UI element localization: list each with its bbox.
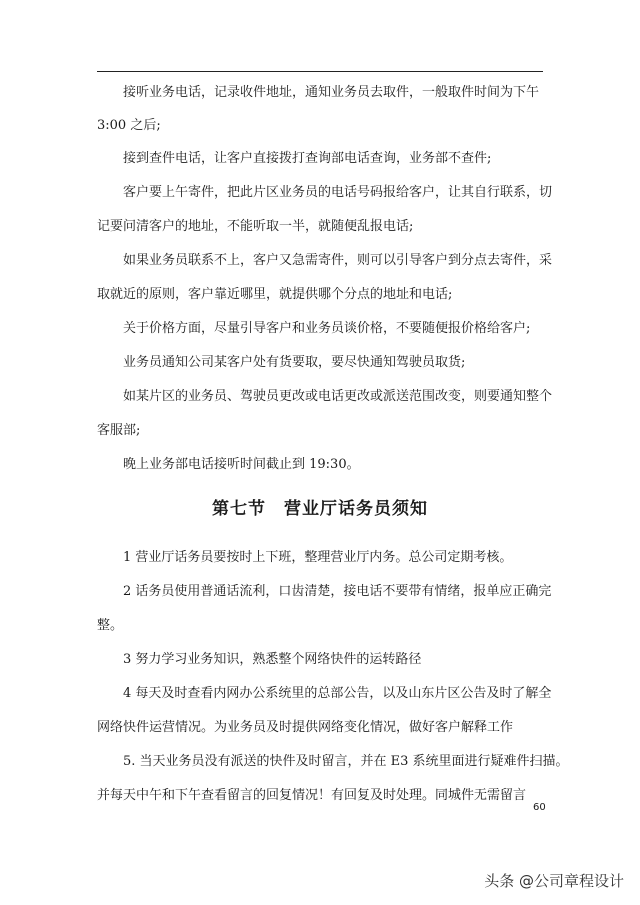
paragraph-line: 记要问清客户的地址，不能听取一半，就随便乱报电话; — [97, 219, 414, 234]
paragraph-line: 客服部; — [97, 423, 141, 438]
list-item: 3 努力学习业务知识，熟悉整个网络快件的运转路径 — [123, 652, 422, 667]
list-item: 4 每天及时查看内网办公系统里的总部公告，以及山东片区公告及时了解全 — [123, 686, 552, 701]
paragraph-line: 晚上业务部电话接听时间截止到 19:30。 — [123, 457, 360, 472]
paragraph-line: 如某片区的业务员、驾驶员更改或电话更改或派送范围改变，则要通知整个 — [123, 389, 553, 404]
paragraph-line: 关于价格方面，尽量引导客户和业务员谈价格，不要随便报价格给客户; — [123, 321, 531, 336]
list-item-continuation: 网络快件运营情况。为业务员及时提供网络变化情况，做好客户解释工作 — [97, 720, 514, 735]
list-item: 2 话务员使用普通话流利，口齿清楚，接电话不要带有情绪，报单应正确完 — [123, 584, 552, 599]
section-title: 第七节 营业厅话务员须知 — [212, 499, 428, 519]
list-item-continuation: 并每天中午和下午查看留言的回复情况！有回复及时处理。同城件无需留言 — [97, 788, 527, 803]
paragraph-line: 取就近的原则，客户靠近哪里，就提供哪个分点的地址和电话; — [97, 287, 453, 302]
paragraph-line: 如果业务员联系不上，客户又急需寄件，则可以引导客户到分点去寄件，采 — [123, 253, 553, 268]
list-item: 5. 当天业务员没有派送的快件及时留言，并在 E3 系统里面进行疑难件扫描。 — [123, 754, 569, 769]
paragraph-line: 客户要上午寄件，把此片区业务员的电话号码报给客户，让其自行联系，切 — [123, 185, 553, 200]
list-item-continuation: 整。 — [97, 618, 124, 633]
watermark-text: 头条 @公司章程设计 — [484, 872, 624, 890]
list-item: 1 营业厅话务员要按时上下班，整理营业厅内务。总公司定期考核。 — [123, 550, 513, 565]
paragraph-line: 3:00 之后; — [97, 118, 161, 133]
header-rule — [97, 71, 543, 72]
paragraph-line: 业务员通知公司某客户处有货要取，要尽快通知驾驶员取货; — [123, 355, 466, 370]
page-number: 60 — [533, 802, 546, 813]
paragraph-line: 接到查件电话，让客户直接拨打查询部电话查询，业务部不查件; — [123, 151, 492, 166]
paragraph-line: 接听业务电话，记录收件地址，通知业务员去取件，一般取件时间为下午 — [123, 85, 540, 100]
